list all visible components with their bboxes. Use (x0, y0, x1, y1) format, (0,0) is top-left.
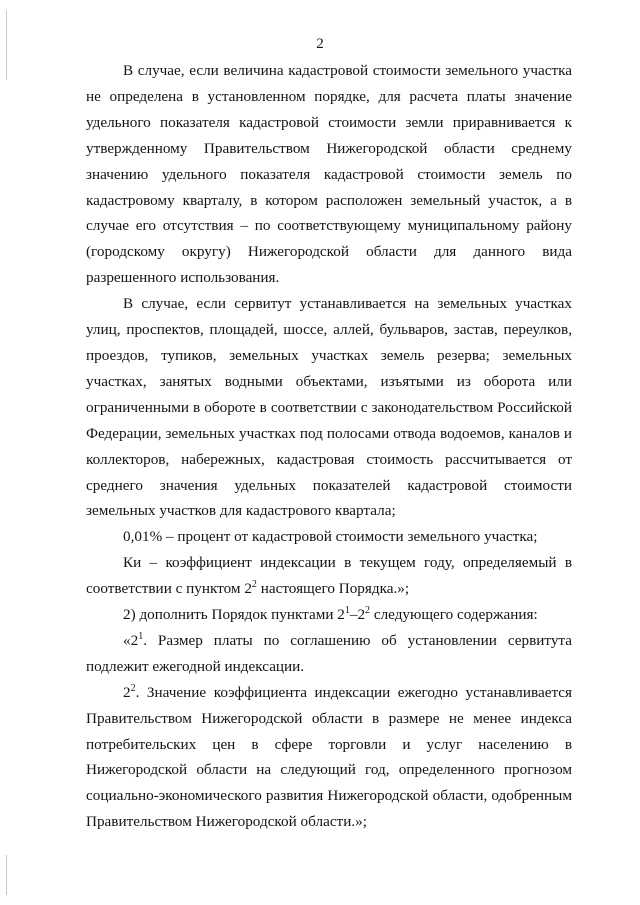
superscript: 1 (138, 630, 144, 642)
page-number: 2 (316, 36, 324, 52)
page-edge-mark-bottom-left (6, 855, 7, 895)
paragraph-text-part: Ки – коэффициент индексации в текущем году, определяемый в соответствии с пунктом 2 (86, 554, 572, 598)
paragraph-servitude-land-plots: В случае, если сервитут устанавливается на земельных участках улиц, проспектов, площадей, шоссе, аллей, бульваров, застав, переулков, проездов, тупиков, земельных участках земель резерва; земельных участках, занятых водными объектами, изъятыми из оборота или ограниченными в обороте в соответствии с законодательством Российской Федерации, земельных участках под полосами отвода водоемов, каналов и коллекторов, набережных, кадастровая стоимость рассчитывается от среднего значения удельных показателей кадастровой стоимости земельных участков для кадастрового квартала; (86, 295, 572, 520)
paragraph-text-part: 2 (123, 683, 131, 701)
superscript: 1 (344, 604, 350, 616)
superscript: 2 (130, 682, 136, 694)
superscript: 2 (251, 579, 257, 591)
paragraph-cadastral-value-undefined: В случае, если величина кадастровой стоимости земельного участка не определена в установленном порядке, для расчета платы значение удельного показателя кадастровой стоимости земли приравнивается к утвержденному Правительством Нижегородской области среднему значению удельного показателя кадастровой стоимости земель по кадастровому кварталу, в котором расположен земельный участок, а в случае его отсутствия – по соответствующему муниципальному району (городскому округу) Нижегородской области для данного вида разрешенного использования. (86, 62, 572, 287)
paragraph-text-part: . Размер платы по соглашению об установлении сервитута подлежит ежегодной индексации. (86, 631, 572, 675)
paragraph-text-part: –2 (349, 606, 366, 624)
paragraph-text-part: 2) дополнить Порядок пунктами 2 (123, 606, 345, 624)
paragraph-text-part: настоящего Порядка.»; (256, 580, 410, 598)
paragraph-point-2-2 (86, 680, 572, 835)
paragraph-indexation-coefficient (86, 550, 572, 602)
paragraph-percent-definition: 0,01% – процент от кадастровой стоимости земельного участка; (123, 528, 538, 546)
paragraph-text-part: . Значение коэффициента индексации ежегодно устанавливается Правительством Нижегородской области в размере не менее индекса потребительских цен в сфере торговли и услуг населению в Нижегородской области на следующий год, определенного прогнозом социально-экономического развития Нижегородской области, одобренным Правительством Нижегородской области.»; (86, 683, 572, 831)
superscript: 2 (365, 604, 371, 616)
paragraph-point-2-1 (86, 628, 572, 680)
paragraph-text-part: следующего содержания: (370, 606, 538, 624)
paragraph-text-part: «2 (123, 631, 139, 649)
paragraph-amendment-item-2 (86, 602, 572, 628)
document-body (86, 58, 572, 835)
